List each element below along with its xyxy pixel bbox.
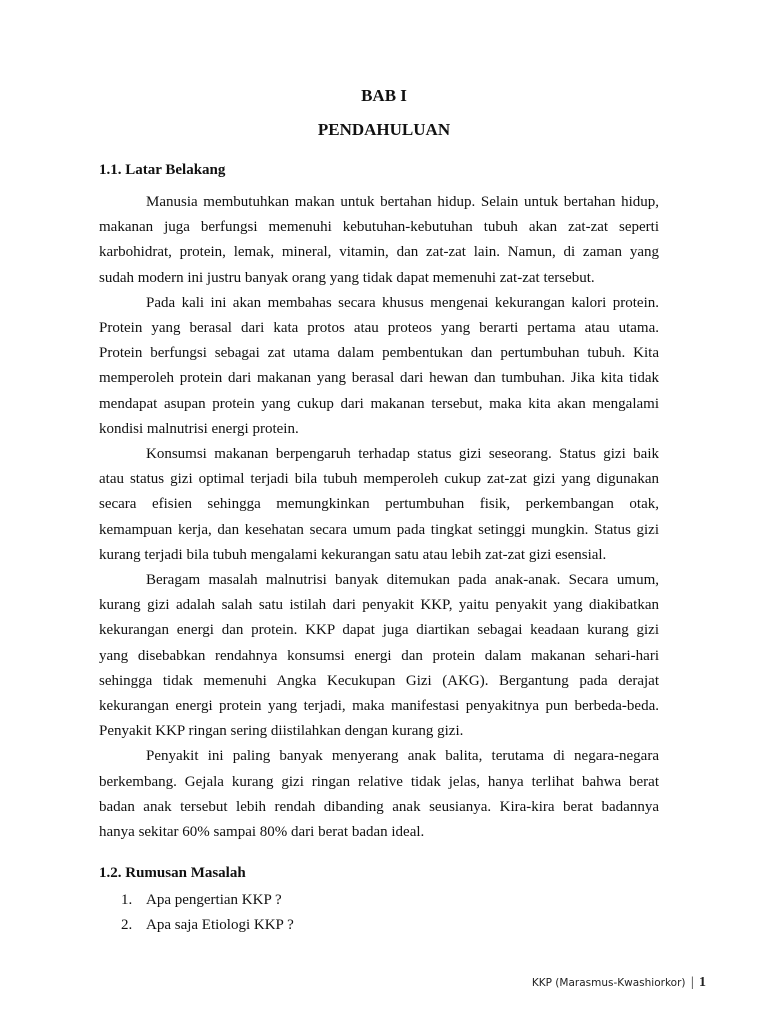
running-title: KKP (Marasmus-Kwashiorkor) [531, 977, 686, 989]
page-number: 1 [699, 975, 706, 990]
list-item-text: Apa saja Etiologi KKP ? [146, 917, 294, 934]
paragraph [99, 744, 659, 845]
section-body-latar-belakang [99, 190, 659, 845]
list-item [99, 888, 294, 913]
text-line: berkembang. Gejala kurang gizi ringan relative tidak jelas, hanya terlihat bahwa berat [99, 773, 659, 790]
text-line: kurang terjadi bila tubuh mengalami kekurangan satu atau lebih zat-zat gizi esensial. [99, 546, 607, 563]
paragraph [99, 442, 659, 568]
text-line: secara efisien sehingga memungkinkan pertumbuhan fisik, perkembangan otak, [99, 496, 659, 513]
text-line: hanya sekitar 60% sampai 80% dari berat badan ideal. [99, 824, 425, 841]
text-line: kekurangan energi protein yang terjadi, maka manifestasi penyakitnya pun berbeda-beda. [99, 698, 659, 715]
page-footer [532, 975, 706, 991]
text-line: Protein berfungsi sebagai zat utama dalam pembentukan dan pertumbuhan tubuh. Kita [99, 345, 659, 362]
text-line: Beragam masalah malnutrisi banyak ditemukan pada anak-anak. Secara umum, [146, 572, 659, 589]
text-line: sudah modern ini justru banyak orang yang tidak dapat memenuhi zat-zat tersebut. [99, 269, 595, 286]
list-item-text: Apa pengertian KKP ? [146, 892, 282, 908]
text-line: badan anak tersebut lebih rendah dibanding anak seusianya. Kira-kira berat badannya [99, 798, 659, 815]
text-line: atau status gizi optimal terjadi bila tubuh memperoleh cukup zat-zat gizi yang digunakan [99, 471, 659, 488]
text-line: Penyakit ini paling banyak menyerang anak balita, terutama di negara-negara [146, 748, 659, 765]
chapter-number: BAB I [361, 86, 407, 105]
text-line: Protein yang berasal dari kata protos atau proteos yang berarti pertama atau utama. [99, 320, 659, 337]
text-line: Konsumsi makanan berpengaruh terhadap status gizi seseorang. Status gizi baik [146, 446, 659, 463]
text-line: kemampuan kerja, dan kesehatan secara umum pada tingkat setinggi mungkin. Status gizi [99, 521, 659, 538]
text-line: makanan juga berfungsi memenuhi kebutuhan-kebutuhan tubuh akan zat-zat seperti [99, 219, 659, 236]
text-line: kekurangan energi dan protein. KKP dapat juga diartikan sebagai keadaan kurang gizi [99, 622, 659, 639]
paragraph [99, 190, 659, 291]
text-line: mendapat asupan protein yang cukup dari makanan tersebut, maka kita akan mengalami [99, 395, 659, 412]
list-item-number: 1. [121, 892, 133, 908]
list-item [99, 913, 294, 938]
chapter-title: PENDAHULUAN [317, 120, 451, 139]
section-heading-latar-belakang: 1.1. Latar Belakang [99, 162, 226, 178]
text-line: yang disebabkan rendahnya konsumsi energi dan protein dalam makanan sehari-hari [99, 647, 659, 664]
text-line: Pada kali ini akan membahas secara khusus mengenai kekurangan kalori protein. [146, 294, 659, 311]
section-heading-rumusan-masalah: 1.2. Rumusan Masalah [99, 865, 246, 881]
paragraph [99, 291, 659, 442]
text-line: kondisi malnutrisi energi protein. [99, 420, 299, 437]
question-list [99, 888, 294, 939]
list-item-number: 2. [121, 917, 133, 934]
text-line: kurang gizi adalah salah satu istilah dari penyakit KKP, yaitu penyakit yang diakibatkan [99, 597, 659, 614]
text-line: memperoleh protein dari makanan yang berasal dari hewan dan tumbuhan. Jika kita tidak [99, 370, 659, 387]
text-line: sehingga tidak memenuhi Angka Kecukupan Gizi (AKG). Bergantung pada derajat [99, 672, 659, 689]
footer-separator: | [690, 975, 694, 990]
text-line: karbohidrat, protein, lemak, mineral, vitamin, dan zat-zat lain. Namun, di zaman yang [99, 244, 659, 261]
text-line: Penyakit KKP ringan sering diistilahkan dengan kurang gizi. [99, 723, 464, 740]
text-line: Manusia membutuhkan makan untuk bertahan hidup. Selain untuk bertahan hidup, [146, 194, 659, 210]
paragraph [99, 568, 659, 744]
